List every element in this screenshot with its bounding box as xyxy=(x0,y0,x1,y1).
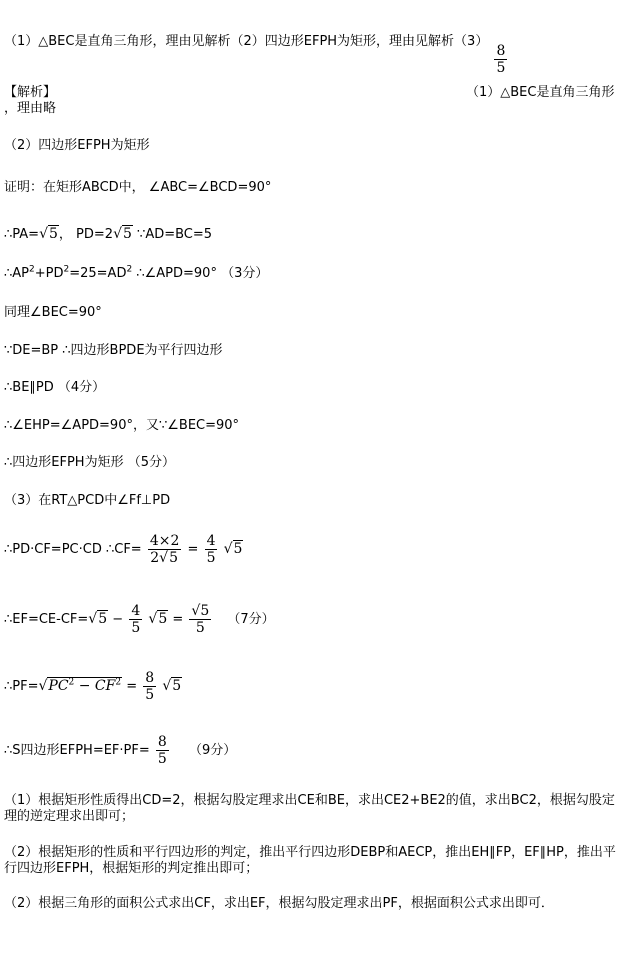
exponent: 2 xyxy=(115,677,122,688)
score-text: （9分） xyxy=(188,743,237,758)
fraction-denominator: 5 xyxy=(496,60,506,76)
sqrt-expression: √5 xyxy=(162,678,182,694)
text: ∴PD·CF=PC·CD ∴CF= xyxy=(4,542,142,557)
proof-line-5: ∵DE=BP ∴四边形BPDE为平行四边形 xyxy=(4,343,223,358)
fraction xyxy=(156,734,169,767)
text: = xyxy=(187,542,199,557)
text: PC xyxy=(48,678,69,694)
exponent: 2 xyxy=(68,677,75,688)
radicand: 5 xyxy=(233,541,243,557)
analysis-right-text: （1）△BEC是直角三角形 xyxy=(466,85,615,100)
text: ， PD=2 xyxy=(58,227,114,242)
radicand xyxy=(47,677,122,694)
text: = xyxy=(172,612,184,627)
sqrt-expression: √5 xyxy=(113,226,132,242)
radicand: 5 xyxy=(98,611,108,627)
proof-line-6: ∴BE∥PD （4分） xyxy=(4,380,106,395)
exponent: 2 xyxy=(63,264,70,275)
text: CF xyxy=(94,678,116,694)
sqrt-expression: √5 xyxy=(223,541,243,557)
radicand: 5 xyxy=(158,611,168,627)
proof-line-cf xyxy=(4,533,243,566)
fraction xyxy=(143,670,156,703)
sqrt-expression: √5 xyxy=(148,611,168,627)
fraction-numerator: √5 xyxy=(191,603,210,619)
fraction-denominator: 5 xyxy=(145,687,155,703)
fraction-denominator: 5 xyxy=(157,751,167,767)
text: 2 xyxy=(150,550,160,566)
fraction-denominator: 5 xyxy=(206,550,216,566)
fraction-denominator xyxy=(148,550,181,566)
text: ∴EF=CE-CF= xyxy=(4,612,89,627)
sqrt-expression: √5 xyxy=(159,550,178,566)
part2-heading: （2）四边形EFPH为矩形 xyxy=(4,138,150,153)
text: +PD xyxy=(34,266,64,281)
proof-line-2 xyxy=(4,226,212,243)
note-3: （2）根据三角形的面积公式求出CF，求出EF，根据勾股定理求出PF，根据面积公式求出即可． xyxy=(4,896,554,911)
fraction-numerator: 8 xyxy=(145,670,155,686)
fraction-numerator: 4×2 xyxy=(149,533,180,549)
proof-line-ef xyxy=(4,603,275,636)
fraction xyxy=(189,603,211,636)
text: ∴PF= xyxy=(4,679,39,694)
radicand: 5 xyxy=(123,226,132,242)
score-text: （7分） xyxy=(227,612,275,627)
text: = xyxy=(126,679,138,694)
fraction xyxy=(148,533,182,566)
analysis-continuation: ，理由略 xyxy=(4,101,57,116)
proof-line-3 xyxy=(4,266,268,282)
text: − xyxy=(112,612,124,627)
sqrt-expression: $√PC^2 - CF^2$ xyxy=(38,677,122,694)
fraction-numerator: 8 xyxy=(157,734,167,750)
text: ∴S四边形EFPH=EF·PF= xyxy=(4,743,150,758)
proof-line-7: ∴∠EHP=∠APD=90°，又∵∠BEC=90° xyxy=(4,418,240,433)
radicand: 5 xyxy=(169,550,178,566)
analysis-label: 【解析】 xyxy=(4,85,57,100)
answer-fraction xyxy=(494,43,507,76)
radicand: 5 xyxy=(49,226,58,242)
proof-line-4: 同理∠BEC=90° xyxy=(4,305,102,320)
text: − xyxy=(74,678,95,694)
exponent: 2 xyxy=(126,264,133,275)
fraction xyxy=(205,533,218,566)
text: ∵AD=BC=5 xyxy=(132,227,213,242)
note-2: （2）根据矩形的性质和平行四边形的判定，推出平行四边形DEBP和AECP，推出EH∥FP，EF∥HP，推出平行四边形EFPH，根据矩形的判定推出即可； xyxy=(4,845,616,876)
fraction xyxy=(129,603,142,636)
fraction-numerator: 4 xyxy=(131,603,141,619)
answer-text: （1）△BEC是直角三角形，理由见解析（2）四边形EFPH为矩形，理由见解析（3） xyxy=(4,34,489,49)
fraction-denominator: 5 xyxy=(195,620,205,636)
fraction-numerator: 4 xyxy=(206,533,216,549)
proof-line-pf xyxy=(4,670,182,703)
fraction-denominator: 5 xyxy=(131,620,141,636)
exponent: 2 xyxy=(29,264,35,275)
radicand: 5 xyxy=(172,678,182,694)
part3-heading: （3）在RT△PCD中∠Ff⊥PD xyxy=(4,493,171,508)
text: ∴∠APD=90° （3分） xyxy=(132,266,269,281)
text: =25=AD xyxy=(69,266,127,281)
fraction-numerator: 8 xyxy=(496,43,506,59)
sqrt-expression: √5 xyxy=(39,226,58,242)
proof-line-8: ∴四边形EFPH为矩形 （5分） xyxy=(4,455,175,470)
text: ∴AP xyxy=(4,266,30,281)
answer-line xyxy=(4,34,509,76)
proof-line-area xyxy=(4,734,236,767)
note-1: （1）根据矩形性质得出CD=2，根据勾股定理求出CE和BE，求出CE2+BE2的值，求出BC2，根据勾股定理的逆定理求出即可； xyxy=(4,793,615,824)
text: ∴PA= xyxy=(4,227,40,242)
sqrt-expression: √5 xyxy=(88,611,108,627)
proof-line-1: 证明：在矩形ABCD中， ∠ABC=∠BCD=90° xyxy=(4,180,272,195)
